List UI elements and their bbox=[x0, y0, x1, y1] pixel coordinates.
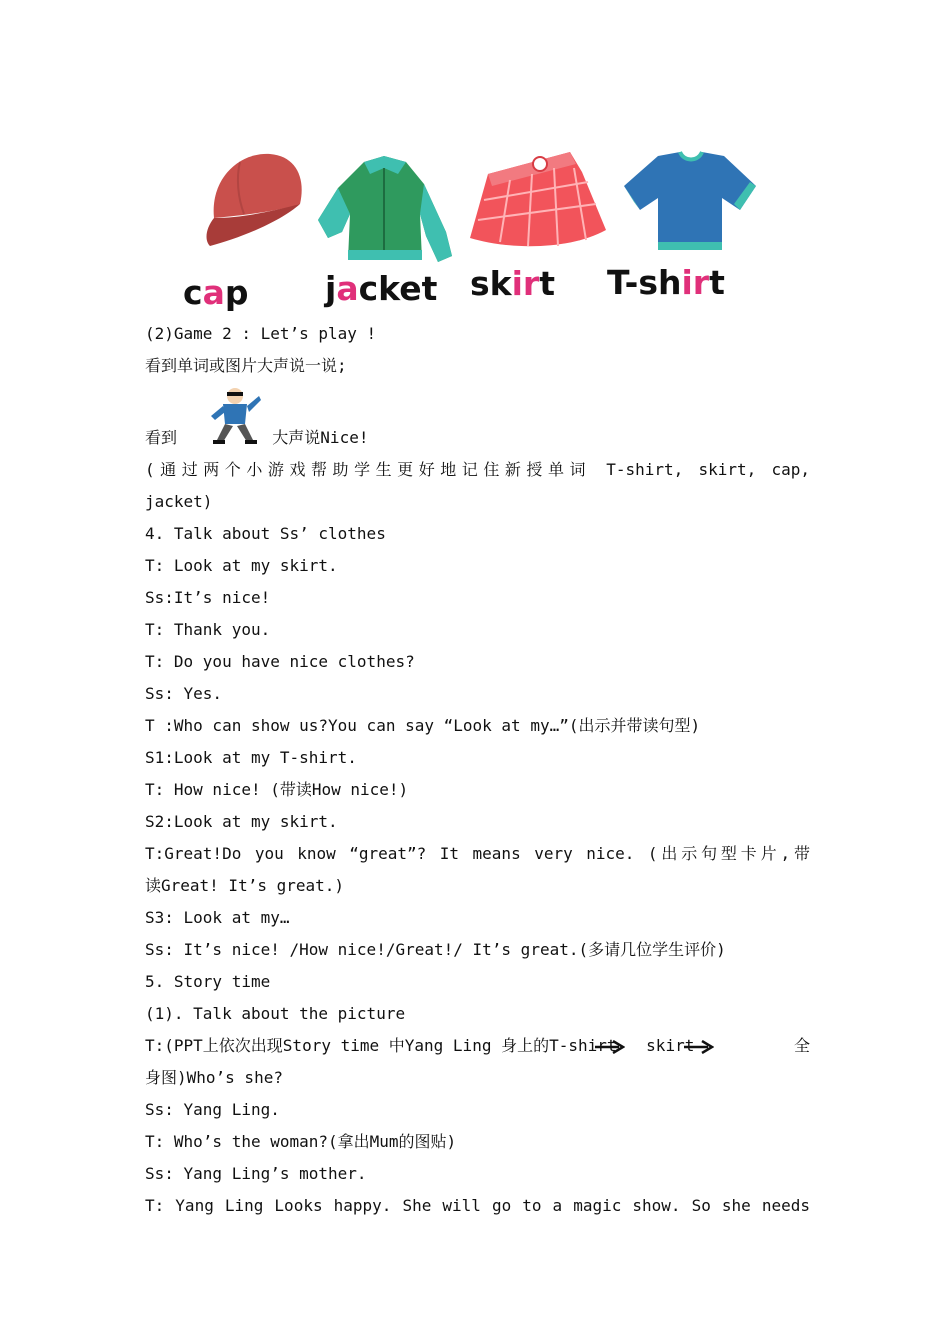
text-line: T: Thank you. bbox=[145, 620, 271, 639]
text-line: Ss: Yang Ling’s mother. bbox=[145, 1164, 367, 1183]
skirt-icon bbox=[470, 150, 606, 250]
text-line: (1). Talk about the picture bbox=[145, 1004, 406, 1023]
text-line: Ss: Yes. bbox=[145, 684, 223, 703]
vocab-word-cap: cap bbox=[183, 273, 249, 312]
text-line: (通过两个小游戏帮助学生更好地记住新授单词 T-shirt, skirt, cap, bbox=[145, 460, 810, 479]
text-line: 身图)Who’s she? bbox=[145, 1068, 283, 1087]
text-line: S2:Look at my skirt. bbox=[145, 812, 338, 831]
text-line bbox=[145, 1030, 810, 1062]
cap-icon bbox=[200, 148, 308, 252]
text-line: 5. Story time bbox=[145, 972, 271, 991]
text-line: T: Look at my skirt. bbox=[145, 556, 338, 575]
text-segment: 大声说Nice! bbox=[272, 428, 369, 447]
text-line: T:Great!Do you know “great”? It means very nice. (出示句型卡片,带 bbox=[145, 844, 810, 863]
text-line: S3: Look at my… bbox=[145, 908, 290, 927]
text-segment: skirt bbox=[646, 1036, 695, 1055]
text-segment: 看到 bbox=[145, 428, 178, 447]
jacket-icon bbox=[314, 154, 456, 266]
text-line: T: Yang Ling Looks happy. She will go to a magic show. So she needs bbox=[145, 1196, 810, 1215]
text-line: jacket) bbox=[145, 492, 213, 511]
text-segment: 全 bbox=[793, 1036, 810, 1055]
text-line: S1:Look at my T-shirt. bbox=[145, 748, 357, 767]
text-line: (2)Game 2 : Let’s play ! bbox=[145, 324, 377, 343]
text-line: 看到单词或图片大声说一说; bbox=[145, 356, 347, 375]
text-line: T: Who’s the woman?(拿出Mum的图贴) bbox=[145, 1132, 457, 1151]
text-line: Ss:It’s nice! bbox=[145, 588, 271, 607]
lesson-text bbox=[145, 318, 810, 1222]
vocab-word-jacket: jacket bbox=[325, 269, 438, 308]
dancing-man-icon bbox=[209, 386, 261, 446]
vocab-word-tshirt: T-shirt bbox=[607, 263, 725, 302]
right-arrow-icon bbox=[684, 1040, 714, 1054]
text-line: Ss: Yang Ling. bbox=[145, 1100, 280, 1119]
text-line: T: How nice! (带读How nice!) bbox=[145, 780, 409, 799]
text-line: 读Great! It’s great.) bbox=[145, 876, 345, 895]
text-segment: T:(PPT上依次出现Story time 中Yang Ling 身上的T-shirt bbox=[145, 1036, 617, 1055]
right-arrow-icon bbox=[595, 1040, 625, 1054]
text-line: Ss: It’s nice! /How nice!/Great!/ It’s great.(多请几位学生评价) bbox=[145, 940, 726, 959]
text-line: 4. Talk about Ss’ clothes bbox=[145, 524, 386, 543]
text-line bbox=[145, 382, 810, 454]
text-line: T: Do you have nice clothes? bbox=[145, 652, 415, 671]
tshirt-icon bbox=[624, 150, 758, 254]
vocab-word-skirt: skirt bbox=[470, 264, 555, 303]
text-line: T :Who can show us?You can say “Look at my…”(出示并带读句型) bbox=[145, 716, 701, 735]
